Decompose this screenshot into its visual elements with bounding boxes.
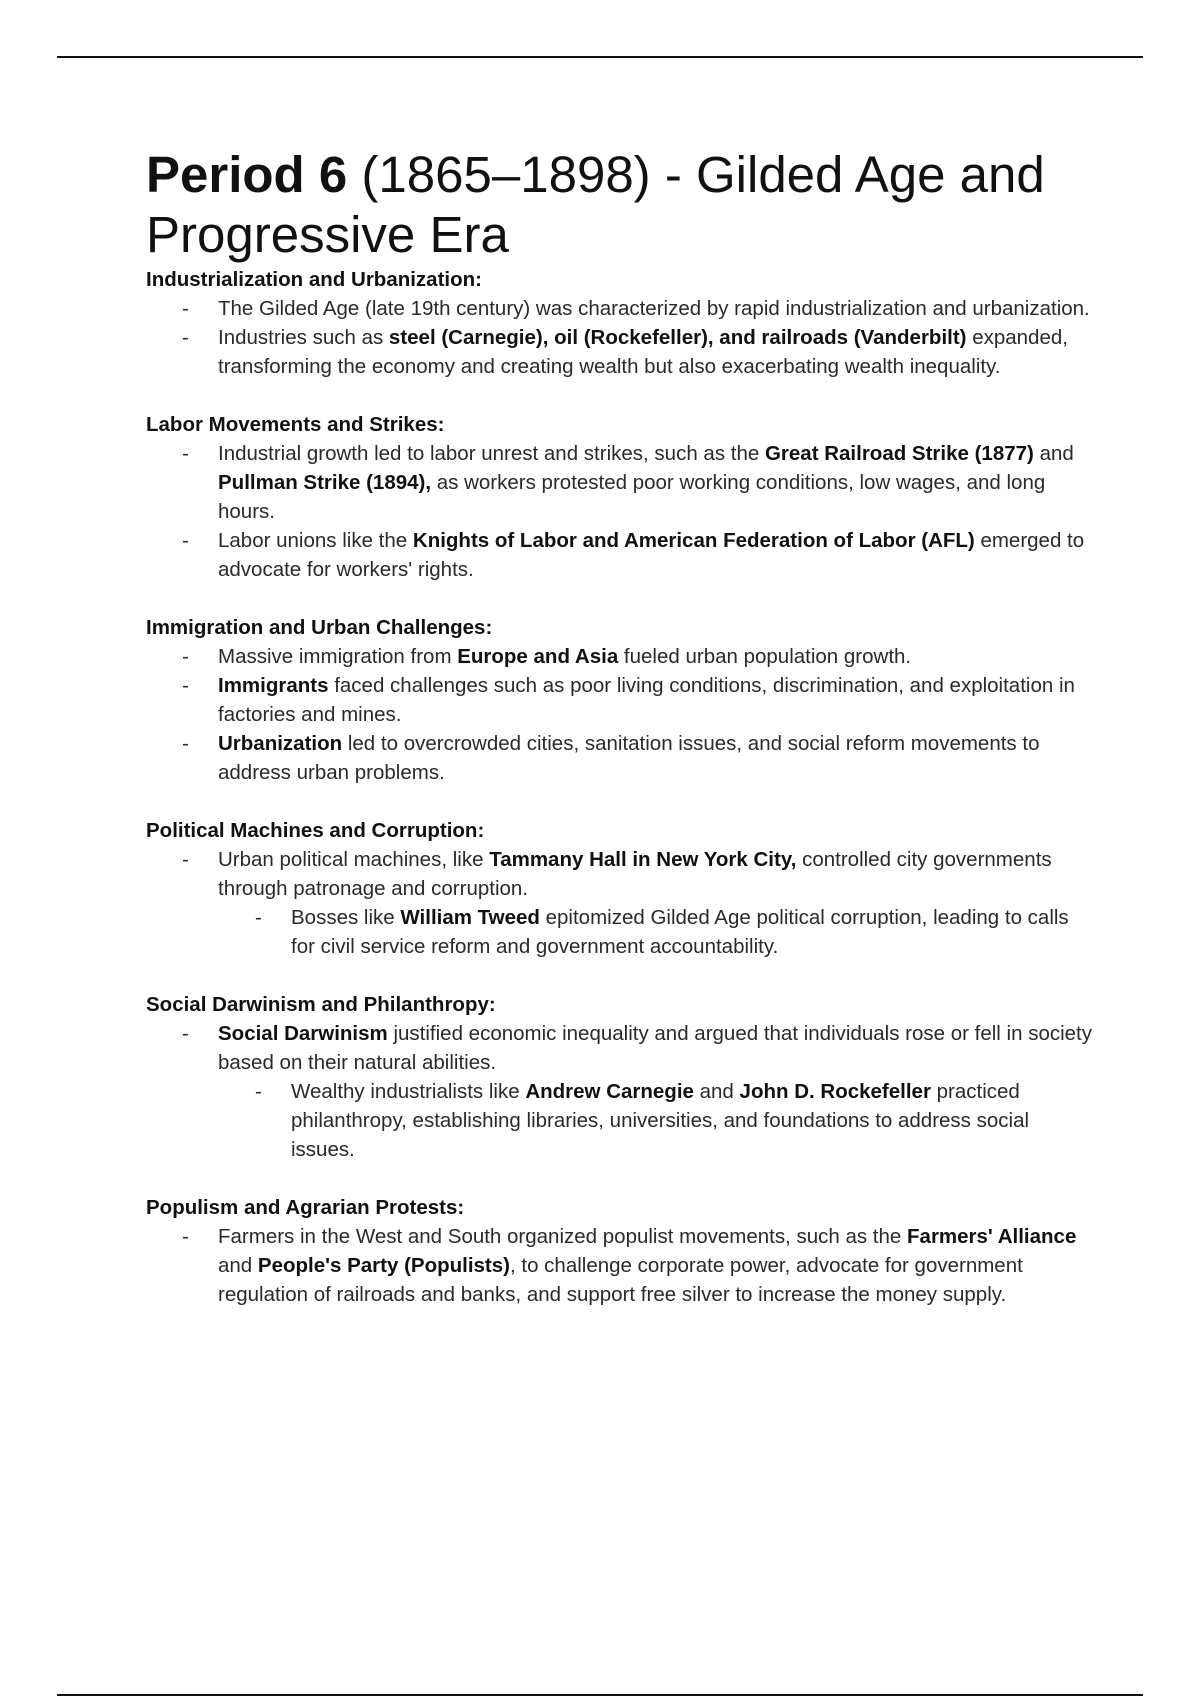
text-run: and	[1033, 442, 1074, 465]
text-run: Wealthy industrialists like	[291, 1080, 526, 1103]
bullet-item	[146, 1222, 1096, 1309]
bold-text: Great Railroad Strike (1877)	[764, 442, 1034, 465]
text-run: Labor unions like the	[218, 529, 413, 552]
text-run: The Gilded Age (late 19th century) was characterized by rapid industrialization and urbanization.	[218, 297, 1090, 320]
text-run: Urban political machines, like	[218, 848, 490, 871]
bottom-rule	[57, 1694, 1143, 1696]
bold-text: Social Darwinism	[218, 1022, 388, 1045]
bold-text: John D. Rockefeller	[739, 1080, 931, 1103]
bullet-item	[146, 671, 1096, 729]
bullet-list	[146, 1222, 1096, 1309]
bold-text: Pullman Strike (1894),	[218, 471, 432, 494]
text-run: and	[693, 1080, 740, 1103]
text-run: Industries such as	[218, 326, 389, 349]
text-run: fueled urban population growth.	[618, 645, 912, 668]
bullet-item	[146, 1019, 1096, 1077]
bold-text: Urbanization	[218, 732, 343, 755]
text-run: Farmers in the West and South organized populist movements, such as the	[218, 1225, 908, 1248]
section-heading: Social Darwinism and Philanthropy:	[146, 993, 496, 1016]
bullet-item	[146, 323, 1096, 381]
bullet-list	[146, 642, 1096, 787]
section-heading: Political Machines and Corruption:	[146, 819, 485, 842]
section	[146, 816, 1096, 961]
document-body	[146, 145, 1096, 1309]
text-run: controlled city governments through patronage and corruption.	[218, 848, 1052, 900]
bold-text: steel (Carnegie), oil (Rockefeller), and railroads (Vanderbilt)	[388, 326, 967, 349]
bullet-item	[146, 526, 1096, 584]
text-run: led to overcrowded cities, sanitation issues, and social reform movements to address urban problems.	[218, 732, 1040, 784]
bullet-item	[146, 845, 1096, 903]
text-run: and	[218, 1254, 258, 1277]
bold-text: Immigrants	[218, 674, 329, 697]
text-run: faced challenges such as poor living conditions, discrimination, and exploitation in factories and mines.	[218, 674, 1075, 726]
text-run: , to challenge corporate power, advocate for government regulation of railroads and banks, and support free silver to increase the money supply.	[218, 1254, 1023, 1306]
sub-bullet-item	[146, 1077, 1096, 1164]
bullet-item	[146, 642, 1096, 671]
text-run: justified economic inequality and argued that individuals rose or fell in society based on their natural abilities.	[218, 1022, 1092, 1074]
bold-text: Knights of Labor and American Federation of Labor (AFL)	[412, 529, 975, 552]
page-title	[146, 145, 1096, 265]
text-run: emerged to advocate for workers' rights.	[218, 529, 1085, 581]
text-run: Bosses like	[291, 906, 401, 929]
bold-text: People's Party (Populists)	[257, 1254, 510, 1277]
section-heading: Immigration and Urban Challenges:	[146, 616, 493, 639]
section-heading: Populism and Agrarian Protests:	[146, 1196, 465, 1219]
title-bold: Period 6	[146, 146, 348, 203]
bold-text: Tammany Hall in New York City,	[489, 848, 797, 871]
text-run: Massive immigration from	[218, 645, 458, 668]
bold-text: William Tweed	[400, 906, 540, 929]
bullet-item	[146, 729, 1096, 787]
sections	[146, 265, 1096, 1309]
section-heading: Industrialization and Urbanization:	[146, 268, 482, 291]
section	[146, 1193, 1096, 1309]
sub-bullet-item	[146, 903, 1096, 961]
bullet-item	[146, 294, 1096, 323]
bullet-list	[146, 1019, 1096, 1164]
bullet-list	[146, 439, 1096, 584]
section	[146, 990, 1096, 1164]
section-heading: Labor Movements and Strikes:	[146, 413, 445, 436]
text-run: Industrial growth led to labor unrest and strikes, such as the	[218, 442, 765, 465]
bold-text: Andrew Carnegie	[525, 1080, 694, 1103]
section	[146, 613, 1096, 787]
text-run: practiced philanthropy, establishing libraries, universities, and foundations to address social issues.	[291, 1080, 1030, 1161]
bold-text: Farmers' Alliance	[907, 1225, 1077, 1248]
text-run: as workers protested poor working conditions, low wages, and long hours.	[218, 471, 1046, 523]
text-run: epitomized Gilded Age political corruption, leading to calls for civil service reform and government accountability.	[291, 906, 1069, 958]
title-rest: (1865–1898) - Gilded Age and Progressive Era	[146, 146, 1045, 263]
section	[146, 410, 1096, 584]
text-run: expanded, transforming the economy and creating wealth but also exacerbating wealth inequality.	[218, 326, 1068, 378]
bullet-list	[146, 845, 1096, 961]
top-rule	[57, 56, 1143, 58]
bullet-item	[146, 439, 1096, 526]
bullet-list	[146, 294, 1096, 381]
bold-text: Europe and Asia	[457, 645, 619, 668]
section	[146, 265, 1096, 381]
